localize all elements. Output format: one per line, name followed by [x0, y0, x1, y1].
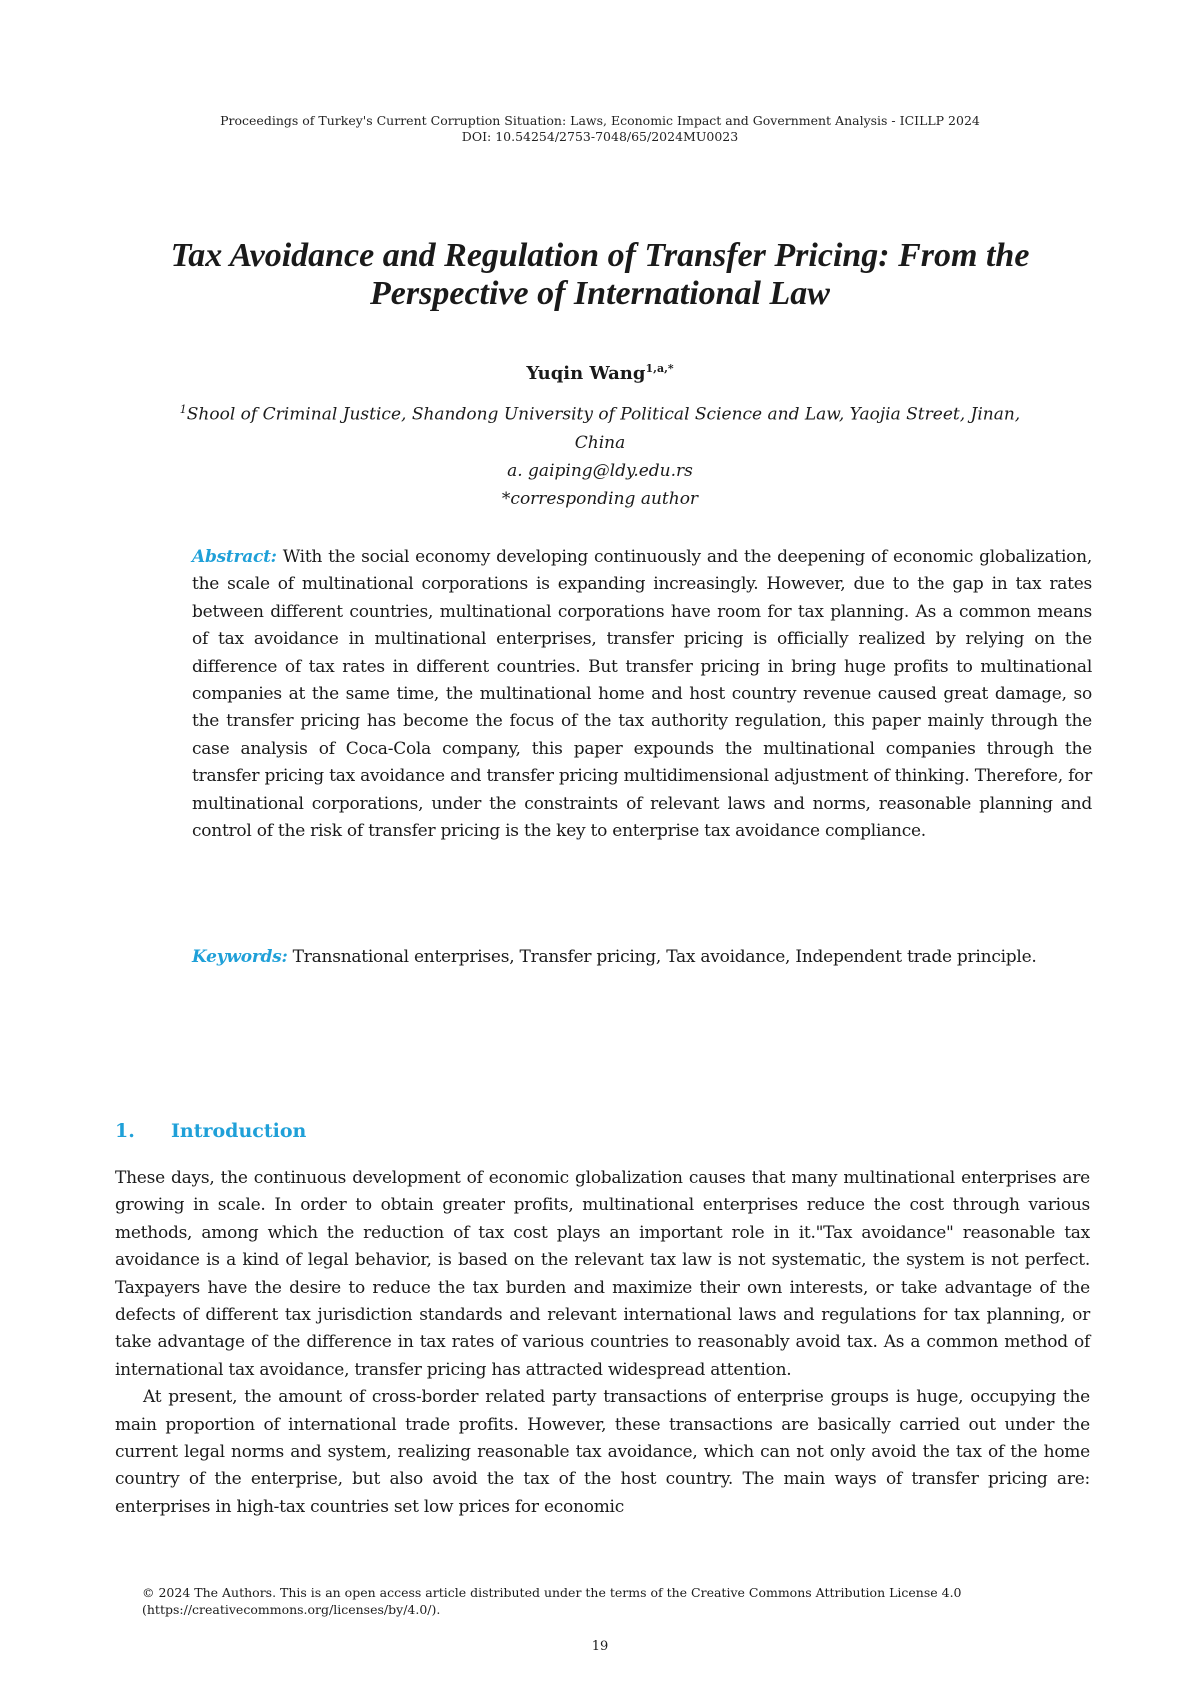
affiliation-block	[110, 396, 1090, 513]
keywords-label: Keywords:	[192, 947, 288, 967]
license-line-2: (https://creativecommons.org/licenses/by/4.0/).	[142, 1602, 441, 1617]
section-heading	[115, 1120, 306, 1142]
keywords	[192, 943, 1092, 971]
doi: DOI: 10.54254/2753-7048/65/2024MU0023	[461, 129, 739, 144]
keywords-text: Transnational enterprises, Transfer pricing, Tax avoidance, Independent trade principle.	[292, 947, 1037, 967]
section-number: 1.	[115, 1120, 135, 1142]
affiliation-line-1	[110, 396, 1090, 429]
author-superscript: 1,a,*	[645, 362, 674, 375]
abstract	[192, 544, 1092, 845]
paper-title	[80, 237, 1120, 313]
corresponding-note: *corresponding author	[501, 488, 699, 509]
author-line	[0, 362, 1200, 384]
title-line-1: Tax Avoidance and Regulation of Transfer Pricing: From the	[170, 237, 1030, 274]
running-head	[0, 113, 1200, 145]
affiliation-line-2: China	[574, 432, 626, 453]
section-body	[115, 1165, 1090, 1521]
abstract-text: With the social economy developing continuously and the deepening of economic globalization, the scale of multinational corporations is expanding increasingly. However, due to the gap in tax rates between different countries, multinational corporations have room for tax planning. As a common means of tax avoidance in multinational enterprises, transfer pricing is officially realized by relying on the difference of tax rates in different countries. But transfer pricing in bring huge profits to multinational companies at the same time, the multinational home and host country revenue caused great damage, so the transfer pricing has become the focus of the tax authority regulation, this paper mainly through the case analysis of Coca-Cola company, this paper expounds the multinational companies through the transfer pricing tax avoidance and transfer pricing multidimensional adjustment of thinking. Therefore, for multinational corporations, under the constraints of relevant laws and norms, reasonable planning and control of the risk of transfer pricing is the key to enterprise tax avoidance compliance.	[192, 547, 1093, 842]
license-line-1: © 2024 The Authors. This is an open access article distributed under the terms of the Creative Commons Attribution License 4.0	[142, 1585, 962, 1600]
affiliation-superscript: 1	[179, 403, 187, 416]
license-note	[142, 1584, 1042, 1618]
author-email: a. gaiping@ldy.edu.rs	[507, 460, 693, 481]
paragraph-2: At present, the amount of cross-border related party transactions of enterprise groups is huge, occupying the main proportion of international trade profits. However, these transactions are basically carried out under the current legal norms and system, realizing reasonable tax avoidance, which can not only avoid the tax of the home country of the enterprise, but also avoid the tax of the host country. The main ways of transfer pricing are: enterprises in high-tax countries set low prices for economic	[115, 1387, 1090, 1517]
paragraph-1: These days, the continuous development of economic globalization causes that many multinational enterprises are growing in scale. In order to obtain greater profits, multinational enterprises reduce the cost through various methods, among which the reduction of tax cost plays an important role in it."Tax avoidance" reasonable tax avoidance is a kind of legal behavior, is based on the relevant tax law is not systematic, the system is not perfect. Taxpayers have the desire to reduce the tax burden and maximize their own interests, or take advantage of the defects of different tax jurisdiction standards and relevant international laws and regulations for tax planning, or take advantage of the difference in tax rates of various countries to reasonably avoid tax. As a common method of international tax avoidance, transfer pricing has attracted widespread attention.	[115, 1168, 1090, 1380]
title-line-2: Perspective of International Law	[370, 275, 830, 312]
affiliation-text: Shool of Criminal Justice, Shandong University of Political Science and Law, Yaojia Street, Jinan,	[186, 404, 1021, 425]
abstract-label: Abstract:	[192, 547, 277, 567]
section-title: Introduction	[171, 1120, 307, 1142]
page-number: 19	[591, 1639, 609, 1654]
proceedings-title: Proceedings of Turkey's Current Corruption Situation: Laws, Economic Impact and Government Analysis - ICILLP 2024	[220, 113, 980, 128]
author-name: Yuqin Wang	[526, 363, 646, 384]
